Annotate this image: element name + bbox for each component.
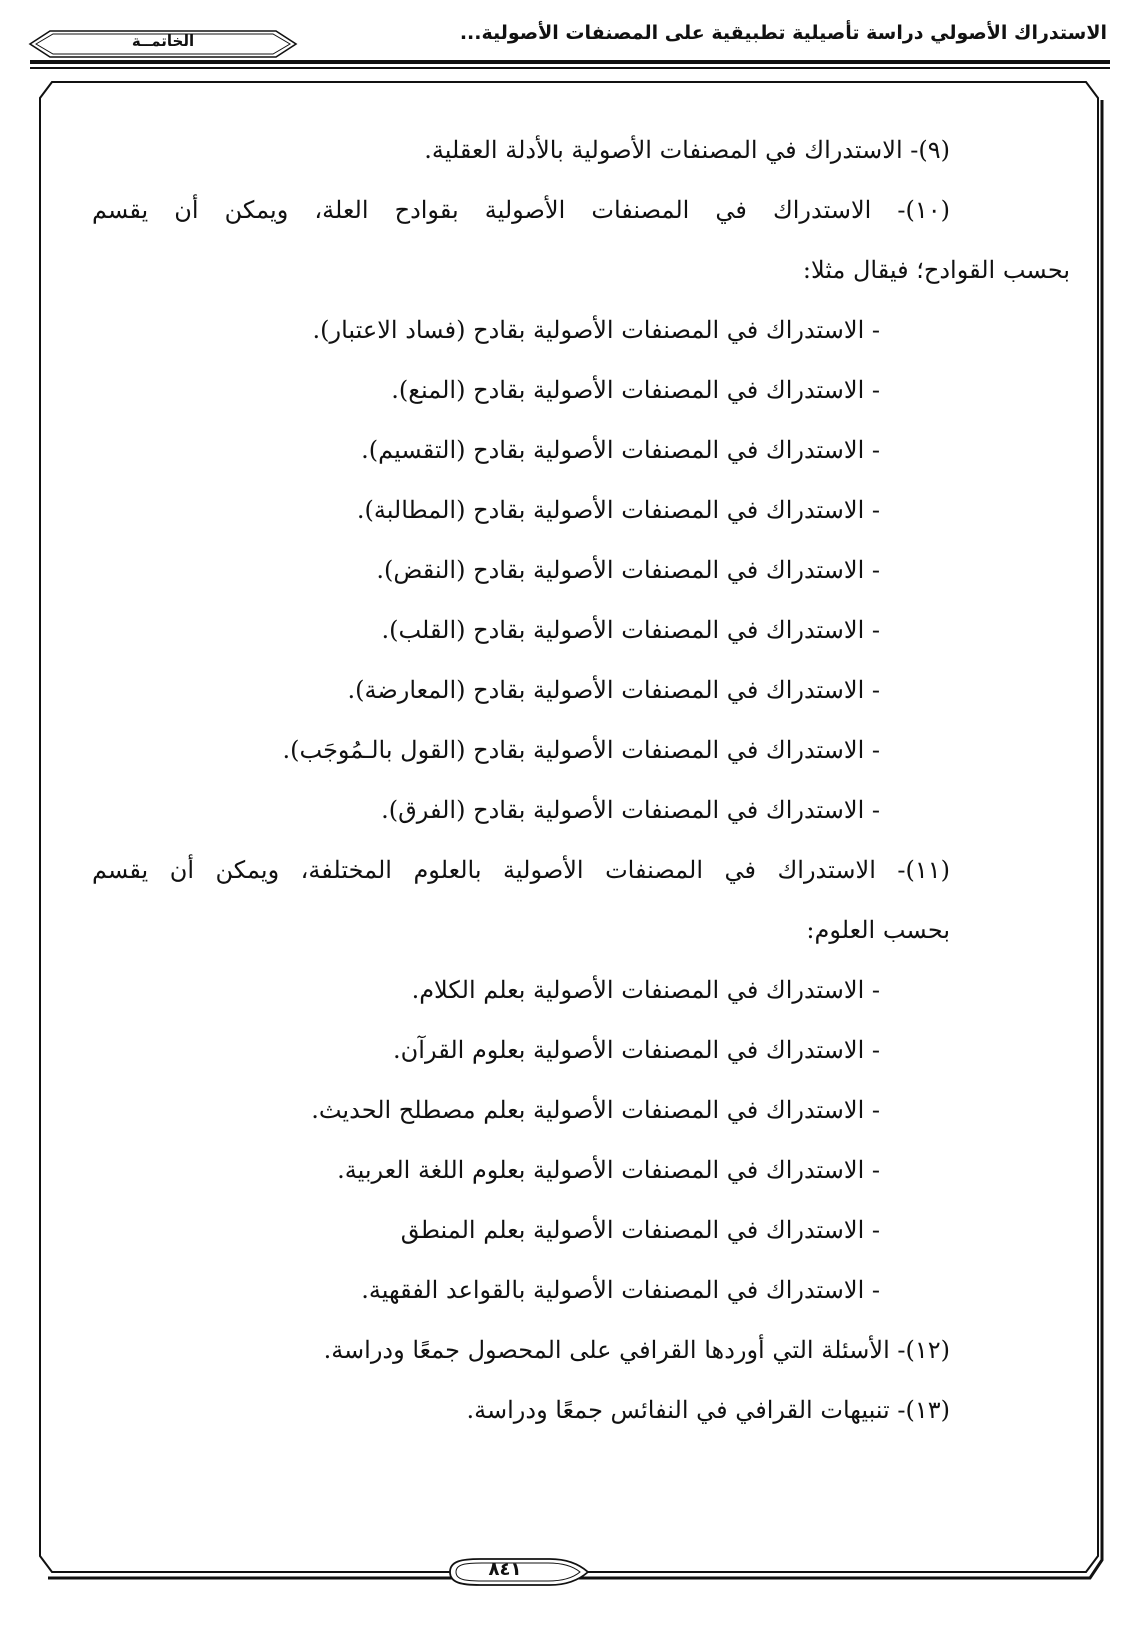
ilm-item: - الاستدراك في المصنفات الأصولية بعلم الكلام. xyxy=(411,976,880,1004)
ilm-item: - الاستدراك في المصنفات الأصولية بالقواعد الفقهية. xyxy=(361,1276,880,1304)
list-item-11-line2: بحسب العلوم: xyxy=(806,916,950,944)
ilm-item: - الاستدراك في المصنفات الأصولية بعلم المنطق xyxy=(400,1216,880,1244)
list-item-13: (١٣)- تنبيهات القرافي في النفائس جمعًا ودراسة. xyxy=(466,1396,950,1424)
main-content xyxy=(80,120,1070,1440)
list-item-10-line2: بحسب القوادح؛ فيقال مثلا: xyxy=(802,256,1070,284)
ilm-item: - الاستدراك في المصنفات الأصولية بعلوم القرآن. xyxy=(393,1036,880,1064)
ilm-item: - الاستدراك في المصنفات الأصولية بعلم مصطلح الحديث. xyxy=(311,1096,880,1124)
qadih-item: - الاستدراك في المصنفات الأصولية بقادح (النقض). xyxy=(376,556,880,584)
list-item-12: (١٢)- الأسئلة التي أوردها القرافي على المحصول جمعًا ودراسة. xyxy=(323,1336,950,1364)
list-item-10-line1: (١٠)- الاستدراك في المصنفات الأصولية بقوادح العلة، ويمكن أن يقسم xyxy=(92,196,950,224)
page-number: ٨٤١ xyxy=(488,1559,522,1580)
qadih-item: - الاستدراك في المصنفات الأصولية بقادح (القلب). xyxy=(381,616,880,644)
page-number-badge xyxy=(440,1555,590,1589)
qadih-item: - الاستدراك في المصنفات الأصولية بقادح (التقسيم). xyxy=(361,436,880,464)
list-item-11-line1: (١١)- الاستدراك في المصنفات الأصولية بالعلوم المختلفة، ويمكن أن يقسم xyxy=(92,856,950,884)
qadih-item: - الاستدراك في المصنفات الأصولية بقادح (القول بالـمُوجَب). xyxy=(282,736,880,764)
qadih-item: - الاستدراك في المصنفات الأصولية بقادح (المعارضة). xyxy=(347,676,880,704)
list-item-9: (٩)- الاستدراك في المصنفات الأصولية بالأدلة العقلية. xyxy=(424,136,950,164)
section-label: الخاتمــة xyxy=(131,32,195,50)
qadih-item: - الاستدراك في المصنفات الأصولية بقادح (المنع). xyxy=(391,376,880,404)
ilm-item: - الاستدراك في المصنفات الأصولية بعلوم اللغة العربية. xyxy=(337,1156,880,1184)
qadih-item: - الاستدراك في المصنفات الأصولية بقادح (فساد الاعتبار). xyxy=(312,316,880,344)
qadih-item: - الاستدراك في المصنفات الأصولية بقادح (الفرق). xyxy=(381,796,880,824)
qadih-item: - الاستدراك في المصنفات الأصولية بقادح (المطالبة). xyxy=(356,496,880,524)
running-title: الاستدراك الأصولي دراسة تأصيلية تطبيقية على المصنفات الأصولية... xyxy=(459,22,1107,44)
